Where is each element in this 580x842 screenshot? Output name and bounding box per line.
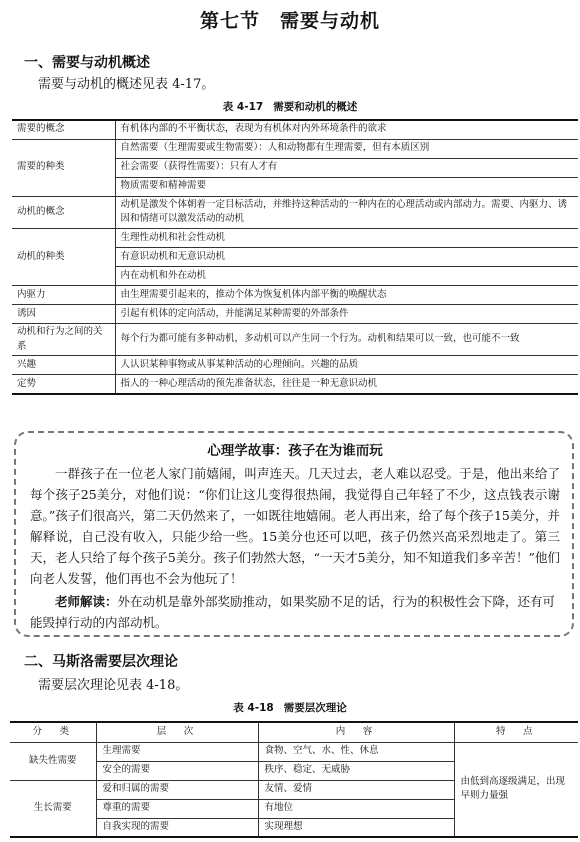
table-row — [10, 742, 578, 761]
row-value: 由生理需要引起来的，推动个体为恢复机体内部平衡的唤醒状态 — [115, 285, 578, 304]
teacher-note-label: 老师解读： — [55, 594, 118, 609]
content-cell: 有地位 — [258, 799, 454, 818]
category-cell: 缺失性需要 — [10, 742, 96, 780]
section-2-heading: 二、马斯洛需要层次理论 — [24, 654, 178, 670]
row-value: 内在动机和外在动机 — [115, 266, 578, 285]
row-key: 需要的概念 — [12, 120, 115, 139]
table-title: 需要层次理论 — [283, 702, 347, 714]
row-key: 定势 — [12, 375, 115, 394]
content-cell: 食物、空气、水、性、休息 — [258, 742, 454, 761]
row-value: 每个行为都可能有多种动机，多动机可以产生同一个行为。动机和结果可以一致，也可能不一致 — [115, 323, 578, 355]
psychology-story-box — [14, 431, 574, 637]
row-value: 引起有机体的定向活动，并能满足某种需要的外部条件 — [115, 304, 578, 323]
row-key: 动机的概念 — [12, 196, 115, 228]
table-number: 表 4-17 — [222, 101, 264, 113]
row-key: 内驱力 — [12, 285, 115, 304]
row-value: 人认识某种事物或从事某种活动的心理倾向。兴趣的品质 — [115, 356, 578, 375]
row-value: 生理性动机和社会性动机 — [115, 228, 578, 247]
row-value: 物质需要和精神需要 — [115, 177, 578, 196]
section-2-intro: 需要层次理论见表 4-18。 — [38, 678, 189, 693]
table-4-18 — [10, 721, 578, 838]
content-cell: 实现理想 — [258, 818, 454, 837]
table-title: 需要和动机的概述 — [273, 101, 358, 113]
row-key: 诱因 — [12, 304, 115, 323]
row-key: 动机和行为之间的关系 — [12, 323, 115, 355]
table-row — [12, 196, 578, 228]
content-cell: 秩序、稳定、无威胁 — [258, 761, 454, 780]
table-row — [12, 356, 578, 375]
story-body: 一群孩子在一位老人家门前嬉闹，叫声连天。几天过去，老人难以忍受。于是，他出来给了每个孩子25美分，对他们说：“你们让这儿变得很热闹，我觉得自己年轻了不少，这点钱表示谢意。”孩子们很高兴，第二天仍然来了，一如既往地嬉闹。老人再出来，给了每个孩子15美分，并解释说，自己没有收入，只能少给一些。15美分也还可以吧，孩子仍然兴高采烈地走了。第三天，老人只给了每个孩子5美分。孩子们勃然大怒，“一天才5美分，知不知道我们多辛苦！”他们向老人发誓，他们再也不会为他玩了！ — [30, 466, 560, 586]
feature-cell: 由低到高逐级满足，出现早则力量强 — [454, 742, 578, 837]
row-value: 动机是激发个体朝着一定目标活动，并维持这种活动的一种内在的心理活动或内部动力。需要、内驱力、诱因和情绪可以激发活动的动机 — [115, 196, 578, 228]
row-value: 自然需要（生理需要或生物需要）：人和动物都有生理需要，但有本质区别 — [115, 139, 578, 158]
story-title: 心理学故事：孩子在为谁而玩 — [207, 443, 383, 459]
category-cell: 生长需要 — [10, 780, 96, 837]
header-content: 内 容 — [258, 722, 454, 742]
level-cell: 安全的需要 — [96, 761, 258, 780]
table-header-row — [10, 722, 578, 742]
table-row — [12, 228, 578, 247]
row-value: 有意识动机和无意识动机 — [115, 247, 578, 266]
table-row — [12, 304, 578, 323]
row-value: 社会需要（获得性需要）：只有人才有 — [115, 158, 578, 177]
table-row — [12, 120, 578, 139]
table-row — [12, 285, 578, 304]
section-1-heading: 一、需要与动机概述 — [24, 55, 150, 71]
header-feature: 特 点 — [454, 722, 578, 742]
header-category: 分 类 — [10, 722, 96, 742]
table-row — [12, 139, 578, 158]
section-1-intro: 需要与动机的概述见表 4-17。 — [38, 77, 215, 92]
content-cell: 友情、爱情 — [258, 780, 454, 799]
row-key: 动机的种类 — [12, 228, 115, 285]
table-4-17-caption — [0, 99, 580, 114]
row-value: 有机体内部的不平衡状态，表现为有机体对内外环境条件的欲求 — [115, 120, 578, 139]
header-level: 层 次 — [96, 722, 258, 742]
level-cell: 爱和归属的需要 — [96, 780, 258, 799]
page-title: 第七节 需要与动机 — [199, 10, 380, 32]
level-cell: 尊重的需要 — [96, 799, 258, 818]
row-key: 需要的种类 — [12, 139, 115, 196]
teacher-note — [30, 591, 560, 633]
level-cell: 自我实现的需要 — [96, 818, 258, 837]
row-key: 兴趣 — [12, 356, 115, 375]
level-cell: 生理需要 — [96, 742, 258, 761]
teacher-note-text: 外在动机是靠外部奖励推动，如果奖励不足的话，行为的积极性会下降，还有可能毁掉行动的内部动机。 — [30, 594, 556, 630]
table-row — [12, 375, 578, 394]
row-value: 指人的一种心理活动的预先准备状态，往往是一种无意识动机 — [115, 375, 578, 394]
table-4-17 — [12, 119, 578, 395]
table-row — [12, 323, 578, 355]
table-number: 表 4-18 — [233, 702, 274, 714]
table-4-18-caption — [0, 700, 580, 715]
